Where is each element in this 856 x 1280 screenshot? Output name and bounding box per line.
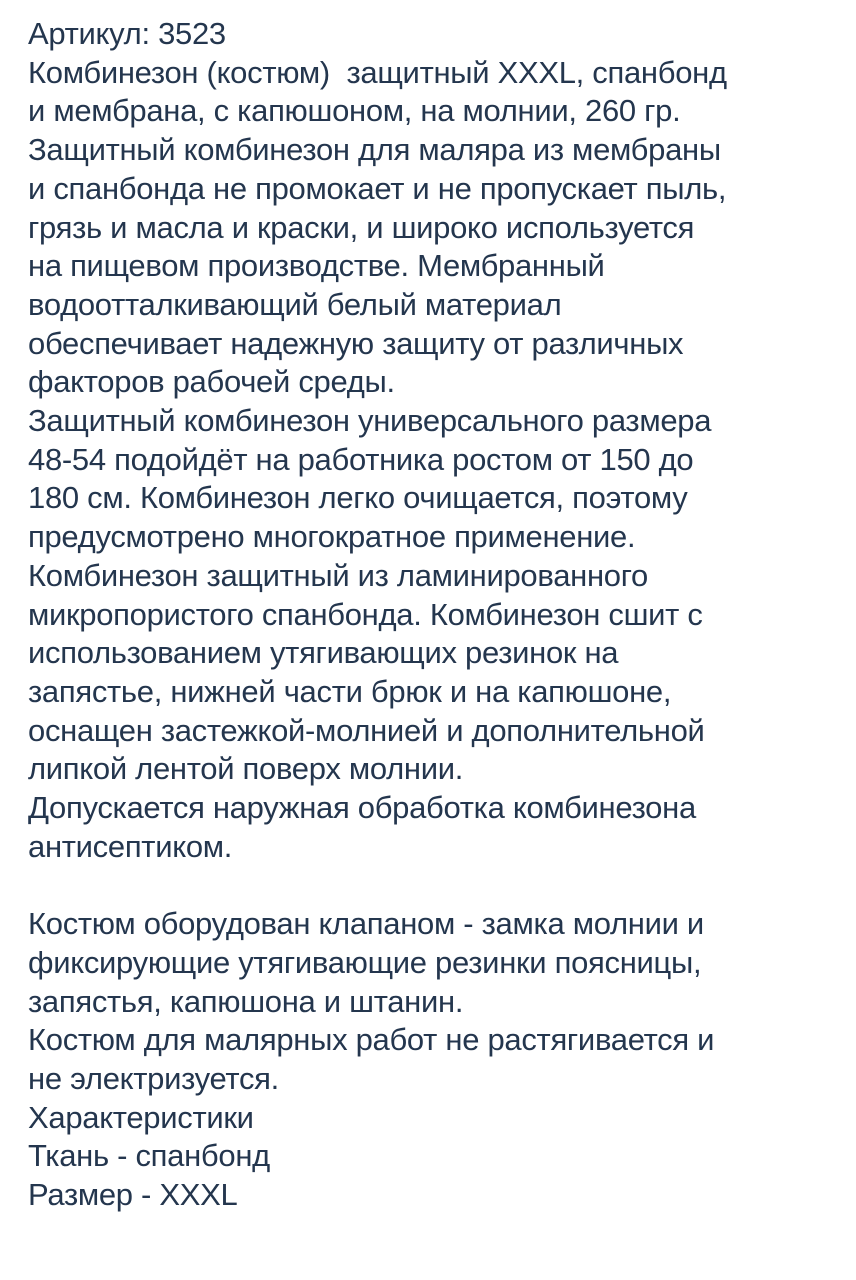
- description-line: микропористого спанбонда. Комбинезон сшит с: [28, 596, 703, 632]
- description-line: липкой лентой поверх молнии.: [28, 751, 464, 787]
- description-line: фиксирующие утягивающие резинки поясницы,: [28, 944, 702, 980]
- description-line: водоотталкивающий белый материал: [28, 286, 562, 322]
- description-line: [28, 866, 838, 905]
- description-line: на пищевом производстве. Мембранный: [28, 248, 605, 284]
- description-line: запястье, нижней части брюк и на капюшоне,: [28, 673, 672, 709]
- description-line: Артикул: 3523: [28, 16, 226, 51]
- description-line: Характеристики: [28, 1099, 254, 1135]
- description-line: Комбинезон (костюм) защитный XXXL, спанбонд: [28, 54, 727, 90]
- description-line: использованием утягивающих резинок на: [28, 635, 619, 671]
- description-line: и мембрана, с капюшоном, на молнии, 260 гр.: [28, 93, 681, 129]
- description-line: предусмотрено многократное применение.: [28, 519, 636, 555]
- description-line: запястья, капюшона и штанин.: [28, 983, 464, 1019]
- description-line: Защитный комбинезон для маляра из мембраны: [28, 132, 721, 168]
- description-line: Комбинезон защитный из ламинированного: [28, 557, 648, 593]
- description-line: Ткань - спанбонд: [28, 1138, 270, 1174]
- description-line: 48-54 подойдёт на работника ростом от 150 до: [28, 441, 694, 477]
- description-line: антисептиком.: [28, 828, 233, 864]
- description-line: обеспечивает надежную защиту от различных: [28, 325, 684, 361]
- description-line: Костюм для малярных работ не растягивается и: [28, 1022, 715, 1058]
- description-line: Размер - XXXL: [28, 1177, 238, 1213]
- description-line: факторов рабочей среды.: [28, 364, 395, 400]
- description-line: Допускается наружная обработка комбинезона: [28, 790, 696, 826]
- description-line: не электризуется.: [28, 1060, 279, 1096]
- description-line: Костюм оборудован клапаном - замка молнии и: [28, 906, 704, 942]
- description-line: и спанбонда не промокает и не пропускает пыль,: [28, 170, 727, 206]
- description-line: 180 см. Комбинезон легко очищается, поэтому: [28, 480, 688, 516]
- description-line: оснащен застежкой-молнией и дополнительной: [28, 712, 705, 748]
- description-line: грязь и масла и краски, и широко используется: [28, 209, 695, 245]
- description-line: Защитный комбинезон универсального размера: [28, 403, 712, 439]
